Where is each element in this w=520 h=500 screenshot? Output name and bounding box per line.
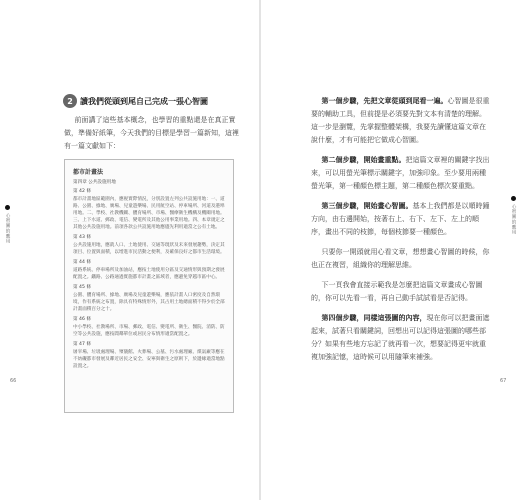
right-page-body	[311, 95, 492, 371]
step-lead: 第四個步驟，同樣這張圖的內容，	[321, 314, 427, 322]
book-gutter	[259, 0, 261, 500]
left-side-tab-label: 心智圖的應用	[5, 213, 10, 244]
chapter-marker-dot	[5, 205, 10, 210]
article-text: 屠宰場、垃圾處理場、殯儀館、火葬場、公墓、污水處理廠、煤氣廠等應在不妨礙都市發展及鄰近居民之安全、安寧與衛生之原則下，於邊緣適當地點設置之。	[73, 350, 225, 369]
article-block	[73, 341, 225, 370]
step-text: 基本上我們都是以順時鐘方向，由右邊開始，按著右上、右下、左下、左上的順序，畫出不同的枝節，每個枝節要一種顏色。	[311, 202, 490, 236]
step-paragraph	[311, 279, 492, 305]
article-block	[73, 259, 225, 281]
step-lead: 第二個步驟，開始畫重點。	[321, 156, 406, 164]
article-text: 公園、體育場所、綠地、廣場及兒童遊樂場，應依計畫人口密度及自然環境，作有系統之布置，除具有特殊情形外，其占用土地總面積不得少於全部計畫面積百分之十。	[73, 293, 225, 312]
article-text: 都市計畫地區範圍內，應視實際情況，分別設置左列公共設施用地：一、道路、公園、綠地、廣場、兒童遊樂場、民用航空站、停車場所、河道及港埠用地。二、學校、社教機關、體育場所、市場、醫療衛生機構及機關用地。三、上下水道、郵政、電信、變電所及其他公用事業用地。四、本章規定之其他公共設施用地。前項各款公共設施用地應儘先利用適當之公有土地。	[73, 197, 225, 230]
section-title: 讀我們從頭到尾自己完成一張心智圖	[80, 96, 208, 106]
step-text: 現在你可以把畫面遮起來，試著只看關鍵詞，回想出可以記得這張圖的哪些部分？如果有些地方忘記了就再看一次，想要記得更牢就重複加強記憶，這時候可以用隨筆來補強。	[311, 314, 490, 361]
article-text: 公共設施用地，應就人口、土地使用、交通等現狀及未來發展趨勢，決定其項目、位置與面積，以增進市民活動之便利，及確保良好之都市生活環境。	[73, 243, 225, 255]
example-document-box	[64, 159, 234, 413]
intro-paragraph	[64, 114, 240, 153]
article-block	[73, 284, 225, 313]
right-side-tab-label: 心智圖的應用	[511, 204, 516, 235]
step-paragraph	[311, 312, 492, 364]
article-heading: 第 46 條	[73, 317, 91, 322]
example-title: 都市計畫法	[73, 169, 104, 176]
right-page-number: 67	[500, 378, 507, 384]
chapter-marker-dot	[511, 196, 516, 201]
article-heading: 第 43 條	[73, 235, 91, 240]
article-block	[73, 234, 225, 256]
article-block	[73, 188, 225, 231]
step-text: 把這篇文章裡的關鍵字找出來，可以用螢光筆標示關鍵字，加強印象。至少要用兩種螢光筆，第一種顏色標主題，第二種顏色標次要重點。	[311, 156, 490, 190]
article-text: 中小學校、社教場所、市場、郵政、電信、變電所、衛生、醫院、消防、防空等公共設施，應按閭鄰單位或居民分布情形適當配置之。	[73, 325, 225, 337]
step-lead: 第一個步驟，先把文章從頭到尾看一遍。	[321, 97, 448, 105]
section-number-badge: 2	[63, 94, 77, 108]
left-side-tab	[2, 205, 12, 244]
right-side-tab	[508, 196, 518, 235]
step-paragraph	[311, 95, 492, 147]
article-block	[73, 316, 225, 338]
step-text: 只要你一開頭就用心看文章，想想畫心智圖的時候，你也正在複習，組織你的理解思維。	[311, 248, 490, 269]
step-text: 下一頁我會直接示範我是怎麼把這篇文章畫成心智圖的，你可以先看一看，再自己動手試試看是否記得。	[311, 281, 483, 302]
step-paragraph	[311, 200, 492, 239]
step-paragraph	[311, 246, 492, 272]
step-text: 心智圖是很重要的輔助工具，但前提是必須要先對文本有清楚的理解。這一步是瀏覽，先掌握整體架構，我要先讀懂這篇文章在說什麼，才有可能把它做成心智圖。	[311, 97, 490, 144]
article-heading: 第 45 條	[73, 285, 91, 290]
intro-text: 前面講了這些基本概念，也學習的重點還是在真正實做，準備好紙筆，今天我們的目標是學習一篇新知，這裡有一篇文獻如下：	[64, 116, 239, 150]
step-lead: 第三個步驟，開始畫心智圖。	[321, 202, 413, 210]
article-text: 道路系統、停車場所及加油站，應按土地使用分區及交通情形與預期之發展配置之。鐵路、公路通過實施都市計畫之區域者，應避免穿越市區中心。	[73, 268, 225, 280]
example-subtitle: 第四章 公共設施用地	[73, 180, 116, 185]
article-heading: 第 42 條	[73, 189, 91, 194]
step-paragraph	[311, 154, 492, 193]
section-heading	[63, 92, 248, 110]
article-heading: 第 47 條	[73, 342, 91, 347]
article-heading: 第 44 條	[73, 260, 91, 265]
left-page-number: 66	[10, 378, 17, 384]
